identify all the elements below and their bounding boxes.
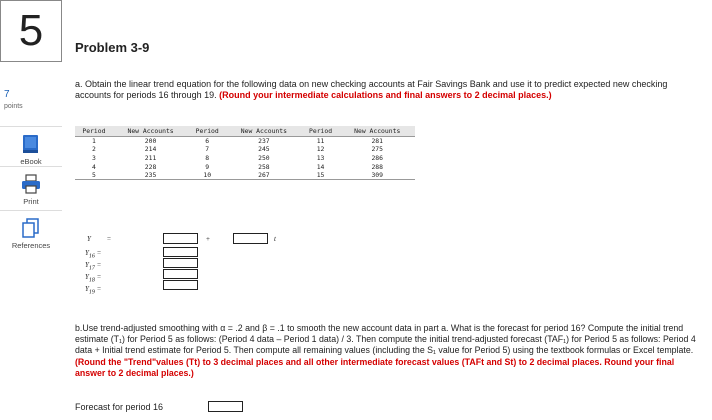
table-cell: 245 xyxy=(258,145,270,154)
column-header: Period xyxy=(75,126,113,137)
forecast-label-y16 xyxy=(85,249,101,259)
table-cell: 2 xyxy=(91,145,96,154)
part-a-text: a. Obtain the linear trend equation for the following data on new checking accounts at Fair Savings Bank and use it to predict expected new checking accounts for periods 16 through 19. xyxy=(75,79,668,101)
part-a-instructions xyxy=(75,79,695,101)
slope-input[interactable] xyxy=(233,233,268,244)
y19-input[interactable] xyxy=(163,280,198,290)
forecast-label-y19 xyxy=(85,285,101,295)
y-var: Y xyxy=(85,273,89,281)
y16-input[interactable] xyxy=(163,247,198,257)
equals-sign: = xyxy=(107,235,111,243)
documents-icon xyxy=(20,217,42,239)
sidebar-item-label: References xyxy=(11,241,51,250)
column-header: Period xyxy=(302,126,340,137)
table-cell: 309 xyxy=(339,171,415,180)
table-cell: 1 xyxy=(91,137,96,146)
table-cell: 258 xyxy=(258,162,270,171)
sidebar-item-label: eBook xyxy=(20,157,42,166)
table-cell: 7 xyxy=(205,145,210,154)
table-header-row xyxy=(75,126,415,137)
table-cell: 4 xyxy=(91,162,96,171)
problem-title: Problem 3-9 xyxy=(75,40,150,55)
table-row xyxy=(75,162,415,171)
table-row xyxy=(75,154,415,163)
table-cell: 8 xyxy=(205,153,210,162)
y-var: Y xyxy=(85,261,89,269)
intercept-input[interactable] xyxy=(163,233,198,244)
table-cell: 200 xyxy=(144,137,157,146)
y-var: Y xyxy=(85,285,89,293)
question-number-box xyxy=(0,0,62,62)
table-cell: 250 xyxy=(258,153,270,162)
part-b-rounding-note: (Round the "Trend"values (Tt) to 3 decimal places and all other intermediate forecast values (TAFt and St) to 2 decimal places. Round your final answer to 2 decimal places.) xyxy=(75,356,675,378)
accounts-data-table xyxy=(75,126,415,180)
table-cell: 3 xyxy=(91,153,96,162)
table-cell: 237 xyxy=(258,137,270,146)
table-row xyxy=(75,145,415,154)
y18-input[interactable] xyxy=(163,269,198,279)
table-cell: 13 xyxy=(316,153,325,162)
points-value: 7 xyxy=(4,89,10,100)
table-cell: 281 xyxy=(371,137,383,146)
equals-sign: = xyxy=(96,285,102,293)
part-a-rounding-note: (Round your intermediate calculations and final answers to 2 decimal places.) xyxy=(219,90,552,101)
table-cell: 228 xyxy=(144,162,157,171)
period-subscript: 16 xyxy=(88,253,95,260)
forecast-label-y17 xyxy=(85,261,101,271)
t-label: t xyxy=(274,235,276,243)
plus-sign: + xyxy=(206,235,210,243)
period-subscript: 19 xyxy=(88,289,95,296)
table-cell: 211 xyxy=(144,153,157,162)
y-label: Y xyxy=(87,235,91,243)
forecast-label-y18 xyxy=(85,273,101,283)
column-header: New Accounts xyxy=(113,126,189,137)
table-cell: 275 xyxy=(371,145,383,154)
table-cell: 214 xyxy=(144,145,157,154)
table-cell: 9 xyxy=(205,162,210,171)
forecast-period-16-label: Forecast for period 16 xyxy=(75,402,164,412)
part-b-instructions xyxy=(75,323,702,379)
column-header: Period xyxy=(188,126,226,137)
table-cell: 15 xyxy=(302,171,340,180)
y-var: Y xyxy=(85,249,89,257)
equals-sign: = xyxy=(96,249,102,257)
table-cell: 14 xyxy=(316,162,325,171)
table-cell: 235 xyxy=(113,171,189,180)
table-cell: 288 xyxy=(371,162,383,171)
forecast-period-16-input[interactable] xyxy=(208,401,243,412)
points-indicator xyxy=(4,84,60,110)
period-subscript: 18 xyxy=(88,277,95,284)
table-row xyxy=(75,171,415,180)
column-header: New Accounts xyxy=(339,126,415,137)
sidebar-item-references[interactable] xyxy=(0,210,62,262)
table-cell: 5 xyxy=(75,171,113,180)
equals-sign: = xyxy=(96,273,102,281)
table-row xyxy=(75,137,415,146)
part-b-text: b.Use trend-adjusted smoothing with α = .2 and β = .1 to smooth the new account data in part a. What is the forecast for period 16? Compute the initial trend estimate (T₁) for Period 5 as follows: (Period 4 data – Period 1 data) / 3. Then compute the initial trend-adjusted forecast (TAF₁) for Period 5 as follows: Period 4 data + Initial trend estimate for Period 5. Then compute all remaining values (including the S₁ value for Period 5) using the textbook formulas or Excel template. xyxy=(75,323,696,356)
printer-icon xyxy=(20,173,42,195)
table-cell: 267 xyxy=(226,171,302,180)
book-icon xyxy=(20,133,42,155)
y17-input[interactable] xyxy=(163,258,198,268)
table-cell: 6 xyxy=(205,137,210,146)
table-cell: 10 xyxy=(188,171,226,180)
points-label: points xyxy=(4,103,23,110)
equals-sign: = xyxy=(96,261,102,269)
table-cell: 11 xyxy=(316,137,325,146)
table-cell: 12 xyxy=(316,145,325,154)
sidebar-item-label: Print xyxy=(23,197,39,206)
trend-equation-area xyxy=(75,232,320,294)
period-subscript: 17 xyxy=(88,265,95,272)
question-number: 5 xyxy=(18,6,44,55)
column-header: New Accounts xyxy=(226,126,302,137)
table-cell: 286 xyxy=(371,153,383,162)
